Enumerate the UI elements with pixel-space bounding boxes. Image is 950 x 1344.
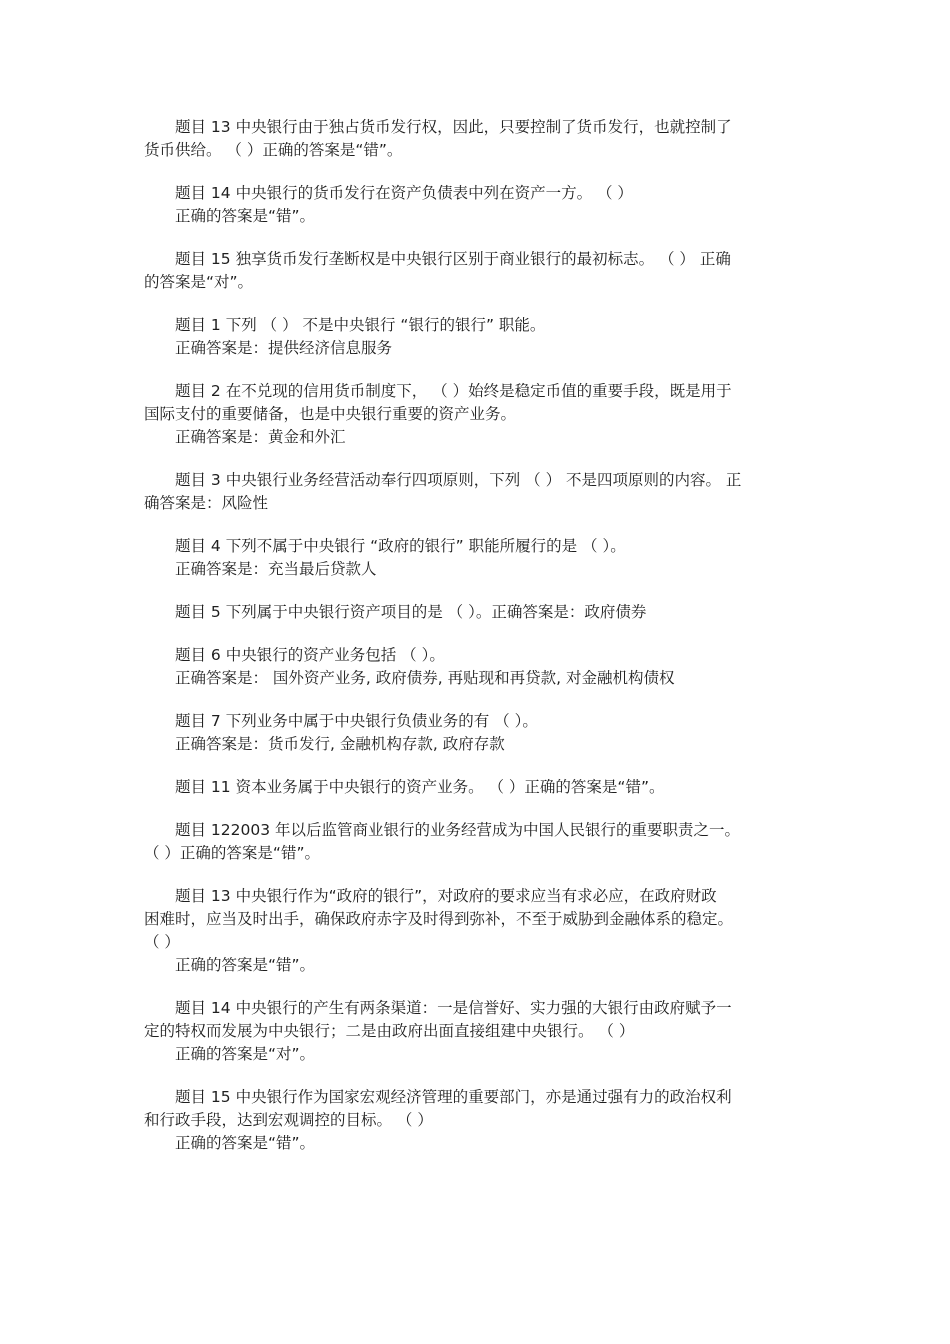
question-line: 正确答案是：黄金和外汇: [175, 428, 346, 446]
question-line: 定的特权而发展为中央银行；二是由政府出面直接组建中央银行。 （ ）: [144, 1022, 635, 1040]
question-line: 题目 2 在不兑现的信用货币制度下， （ ）始终是稳定币值的重要手段，既是用于: [175, 382, 732, 400]
question-line: 的答案是“对”。: [144, 273, 254, 291]
question-line: 正确答案是： 国外资产业务, 政府债券, 再贴现和再贷款, 对金融机构债权: [175, 669, 675, 687]
question-line: 题目 13 中央银行由于独占货币发行权，因此，只要控制了货币发行，也就控制了: [175, 118, 732, 136]
question-line: 题目 6 中央银行的资产业务包括 （ ）。: [175, 646, 445, 664]
question-line: 题目 1 下列 （ ） 不是中央银行 “银行的银行” 职能。: [175, 316, 546, 334]
question-line: 正确答案是：货币发行, 金融机构存款, 政府存款: [175, 735, 505, 753]
question-line: 正确的答案是“错”。: [175, 1134, 316, 1152]
question-line: 正确的答案是“对”。: [175, 1045, 316, 1063]
question-line: 题目 15 独享货币发行垄断权是中央银行区别于商业银行的最初标志。 （ ） 正确: [175, 250, 731, 268]
question-line: 正确答案是：提供经济信息服务: [175, 339, 393, 357]
question-block: [144, 182, 804, 228]
question-line: 题目 14 中央银行的产生有两条渠道：一是信誉好、实力强的大银行由政府赋予一: [175, 999, 732, 1017]
question-block: [144, 469, 804, 515]
question-line: 题目 4 下列不属于中央银行 “政府的银行” 职能所履行的是 （ ）。: [175, 537, 626, 555]
question-block: [144, 535, 804, 581]
question-line: （ ）正确的答案是“错”。: [144, 844, 320, 862]
question-block: [144, 314, 804, 360]
question-block: [144, 116, 804, 162]
question-block: [144, 601, 804, 624]
question-line: 题目 11 资本业务属于中央银行的资产业务。 （ ）正确的答案是“错”。: [175, 778, 665, 796]
question-line: 正确答案是：充当最后贷款人: [175, 560, 377, 578]
question-line: 题目 15 中央银行作为国家宏观经济管理的重要部门，亦是通过强有力的政治权利: [175, 1088, 732, 1106]
question-line: 和行政手段，达到宏观调控的目标。 （ ）: [144, 1111, 433, 1129]
question-line: 货币供给。 （ ）正确的答案是“错”。: [144, 141, 403, 159]
question-line: 正确的答案是“错”。: [175, 956, 316, 974]
question-block: [144, 380, 804, 449]
question-line: 正确的答案是“错”。: [175, 207, 316, 225]
question-block: [144, 885, 804, 977]
question-block: [144, 1086, 804, 1155]
question-block: [144, 644, 804, 690]
question-line: 题目 3 中央银行业务经营活动奉行四项原则，下列 （ ） 不是四项原则的内容。 正: [175, 471, 742, 489]
question-line: 题目 13 中央银行作为“政府的银行”，对政府的要求应当有求必应，在政府财政: [175, 887, 717, 905]
question-list: [144, 116, 804, 1175]
question-block: [144, 248, 804, 294]
question-line: 困难时，应当及时出手，确保政府赤字及时得到弥补，不至于威胁到金融体系的稳定。: [144, 910, 734, 928]
question-line: 题目 7 下列业务中属于中央银行负债业务的有 （ ）。: [175, 712, 538, 730]
question-line: 确答案是：风险性: [144, 494, 269, 512]
question-line: 题目 122003 年以后监管商业银行的业务经营成为中国人民银行的重要职责之一。: [175, 821, 741, 839]
question-block: [144, 776, 804, 799]
question-block: [144, 997, 804, 1066]
question-block: [144, 819, 804, 865]
question-line: 国际支付的重要储备，也是中央银行重要的资产业务。: [144, 405, 517, 423]
question-block: [144, 710, 804, 756]
question-line: 题目 14 中央银行的货币发行在资产负债表中列在资产一方。 （ ）: [175, 184, 633, 202]
question-line: 题目 5 下列属于中央银行资产项目的是 （ ）。正确答案是：政府债券: [175, 603, 647, 621]
question-line: （ ）: [144, 933, 180, 951]
